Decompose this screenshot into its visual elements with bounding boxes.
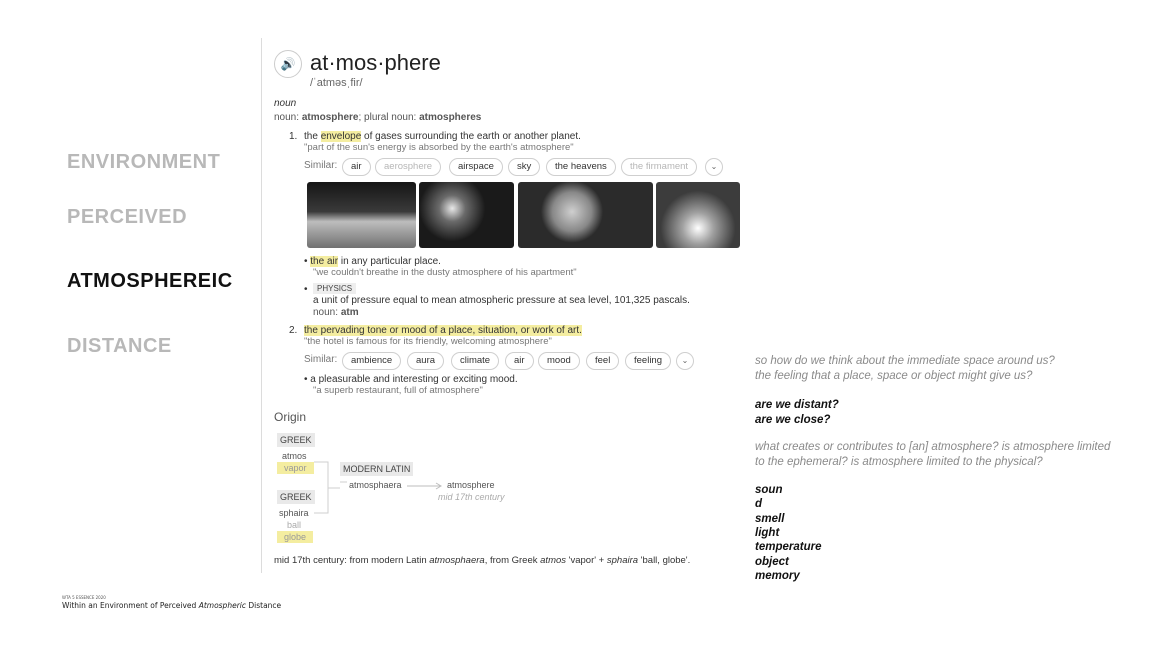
origin-globe: globe	[277, 531, 313, 543]
note-list-item: memory	[755, 570, 800, 582]
origin-century: mid 17th century	[438, 492, 505, 502]
note-list-item: d	[755, 498, 763, 510]
forms-mid: ; plural noun:	[358, 112, 420, 123]
origin-diagram-lines	[262, 430, 752, 540]
similar-chip-ambience[interactable]: ambience	[342, 352, 401, 370]
footer-post: Distance	[245, 601, 282, 610]
forms-plural: atmospheres	[419, 112, 482, 123]
note-question-4: to the ephemeral? is atmosphere limited to the physical?	[755, 456, 1043, 468]
headword: at·mos·phere	[310, 50, 441, 75]
sub1-post: in any particular place.	[338, 256, 441, 267]
etym-post: 'ball, globe'.	[638, 555, 691, 566]
forms-prefix: noun:	[274, 112, 302, 123]
etym-mid2: 'vapor' +	[566, 555, 607, 566]
def1-highlight[interactable]: envelope	[320, 131, 362, 142]
physics-noun	[313, 307, 359, 318]
chevron-down-icon[interactable]: ⌄	[705, 158, 723, 176]
physics-noun-prefix: noun:	[313, 307, 341, 318]
origin-atmosphaera: atmosphaera	[349, 480, 402, 490]
nav-atmosphereic: ATMOSPHEREIC	[67, 270, 233, 292]
note-list-item: object	[755, 556, 789, 568]
def1-example: "part of the sun's energy is absorbed by the earth's atmosphere"	[304, 142, 574, 153]
dictionary-card	[262, 40, 752, 575]
origin-atmosphere: atmosphere	[447, 480, 495, 490]
image-earth-moon[interactable]	[518, 182, 653, 248]
note-list-item: light	[755, 527, 780, 539]
similar-chip-aerosphere[interactable]: aerosphere	[375, 158, 441, 176]
etymology-text	[274, 555, 690, 566]
nav-distance: DISTANCE	[67, 335, 172, 357]
sub2-example: "a superb restaurant, full of atmosphere"	[313, 385, 483, 396]
sub2-text: • a pleasurable and interesting or exciting mood.	[304, 374, 518, 385]
similar-chip-aura[interactable]: aura	[407, 352, 444, 370]
def1-post: of gases surrounding the earth or another planet.	[361, 131, 581, 142]
similar-label-1: Similar:	[304, 160, 338, 171]
note-question-3: what creates or contributes to [an] atmosphere? is atmosphere limited	[755, 441, 1111, 453]
def2-example: "the hotel is famous for its friendly, welcoming atmosphere"	[304, 336, 552, 347]
physics-bullet: •	[304, 284, 308, 295]
etym-mid1: , from Greek	[484, 555, 541, 566]
part-of-speech: noun	[274, 98, 297, 109]
footer-pre: Within an Environment of Perceived	[62, 601, 199, 610]
physics-def: a unit of pressure equal to mean atmospheric pressure at sea level, 101,325 pascals.	[313, 295, 690, 306]
origin-greek-1: GREEK	[277, 433, 315, 447]
similar-chip-mood[interactable]: mood	[538, 352, 580, 370]
note-list-item: temperature	[755, 541, 822, 553]
origin-vapor: vapor	[277, 462, 314, 474]
similar-chip-air-2[interactable]: air	[505, 352, 534, 370]
origin-sphaira: sphaira	[279, 508, 309, 518]
nav-environment: ENVIRONMENT	[67, 151, 221, 173]
origin-modern-latin: MODERN LATIN	[340, 462, 413, 476]
similar-chip-feeling[interactable]: feeling	[625, 352, 671, 370]
note-list-item: soun	[755, 484, 783, 496]
note-close: are we close?	[755, 414, 831, 426]
similar-chip-feel[interactable]: feel	[586, 352, 619, 370]
sub1-example: "we couldn't breathe in the dusty atmosphere of his apartment"	[313, 267, 577, 278]
similar-label-2: Similar:	[304, 354, 338, 365]
etym-pre: mid 17th century: from modern Latin	[274, 555, 430, 566]
similar-chip-the-heavens[interactable]: the heavens	[546, 158, 616, 176]
forms-word: atmosphere	[301, 112, 359, 123]
similar-chip-sky[interactable]: sky	[508, 158, 540, 176]
etym-i1: atmosphaera	[429, 555, 485, 566]
sub1-highlight[interactable]: the air	[310, 256, 339, 267]
origin-atmos: atmos	[282, 451, 307, 461]
chevron-down-icon-2[interactable]: ⌄	[676, 352, 694, 370]
similar-chip-air[interactable]: air	[342, 158, 371, 176]
image-meteor[interactable]	[419, 182, 514, 248]
def1-text	[304, 131, 581, 142]
physics-tag: PHYSICS	[313, 283, 356, 294]
etym-i3: sphaira	[606, 555, 639, 566]
def1-pre: the	[304, 131, 321, 142]
sub2-def: a pleasurable and interesting or exciting mood.	[310, 374, 518, 385]
footer-title	[62, 601, 281, 610]
image-planet-horizon[interactable]	[307, 182, 416, 248]
origin-greek-2: GREEK	[277, 490, 315, 504]
origin-label: Origin	[274, 410, 307, 424]
origin-ball: ball	[287, 520, 302, 530]
def1-number: 1.	[289, 131, 298, 142]
similar-chip-airspace[interactable]: airspace	[449, 158, 503, 176]
image-sunrise[interactable]	[656, 182, 740, 248]
phonetic: /ˈatməsˌfir/	[310, 77, 363, 89]
physics-noun-word: atm	[340, 307, 359, 318]
similar-chip-climate[interactable]: climate	[451, 352, 499, 370]
speaker-icon[interactable]: 🔊	[274, 50, 302, 78]
def2-text	[304, 325, 582, 336]
nav-perceived: PERCEIVED	[67, 206, 188, 228]
note-question-2: the feeling that a place, space or object might give us?	[755, 370, 1033, 382]
similar-chip-the-firmament[interactable]: the firmament	[621, 158, 697, 176]
footer-italic: Atmospheric	[198, 601, 246, 610]
note-list-item: smell	[755, 513, 785, 525]
def2-highlight[interactable]: the pervading tone or mood of a place, situation, or work of art.	[304, 325, 582, 336]
footer-small: WTA 5 ESSENCE 2020	[62, 595, 106, 600]
note-distant: are we distant?	[755, 399, 839, 411]
sub1-text: • the air in any particular place.	[304, 256, 441, 267]
note-question-1: so how do we think about the immediate space around us?	[755, 355, 1055, 367]
def2-number: 2.	[289, 325, 298, 336]
etym-i2: atmos	[540, 555, 567, 566]
word-forms	[274, 112, 481, 123]
